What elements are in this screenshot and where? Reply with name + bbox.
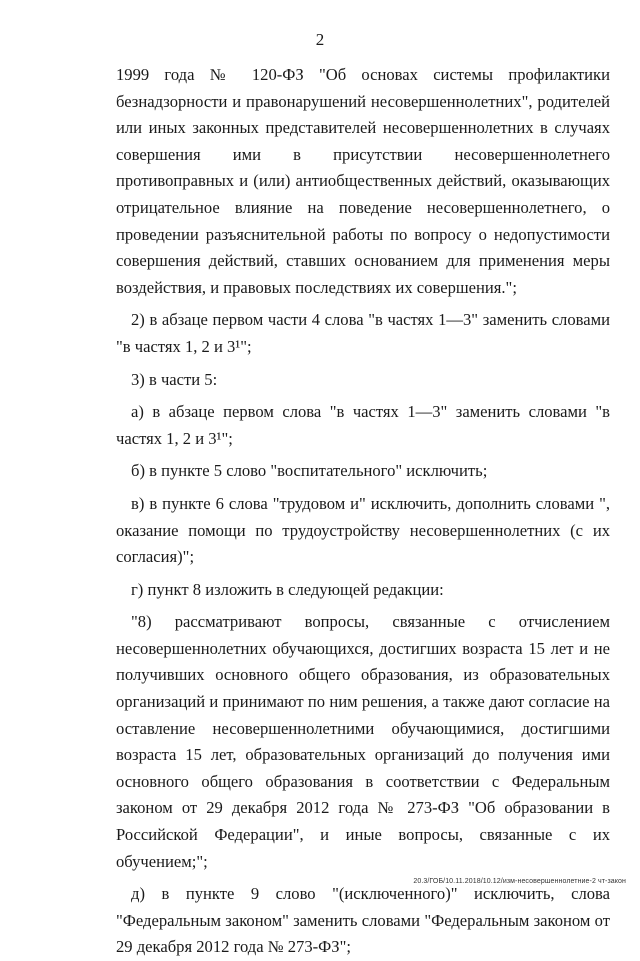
paragraph-subitem-g: г) пункт 8 изложить в следующей редакции:: [131, 579, 444, 599]
paragraph-item-3: 3) в части 5:: [131, 369, 218, 389]
document-body: [116, 62, 610, 961]
paragraph-subitem-a: а) в абзаце первом слова "в частях 1—3" заменить словами "в частях 1, 2 и 3¹";: [116, 402, 610, 448]
paragraph-subitem-d: д) в пункте 9 слово "(исключенного)" исключить, слова "Федеральным законом" заменить словами "Федеральным законом от 29 декабря 2012 года № 273-ФЗ";: [116, 884, 610, 957]
paragraph-quoted-item-8: "8) рассматривают вопросы, связанные с отчислением несовершеннолетних обучающихся, достигших возраста 15 лет и не получивших основного общего образования, из образовательных организаций и принимают по ним решения, а также дают согласие на оставление несовершеннолетними обучающимися, достигшими возраста 15 лет, образовательных организаций до получения ими основного общего образования в соответствии с Федеральным законом от 29 декабря 2012 года № 273-ФЗ "Об образовании в Российской Федерации", и иные вопросы, связанные с их обучением;";: [116, 612, 610, 871]
page-number: 2: [315, 30, 325, 49]
paragraph-item-2: 2) в абзаце первом части 4 слова "в частях 1—3" заменить словами "в частях 1, 2 и 3¹";: [116, 310, 610, 356]
paragraph-continuation: 1999 года № 120-ФЗ "Об основах системы профилактики безнадзорности и правонарушений несовершеннолетних", родителей или иных законных представителей несовершеннолетних в случаях совершения ими в присутствии несовершеннолетнего противоправных и (или) антиобщественных действий, оказывающих отрицательное влияние на поведение несовершеннолетнего, о проведении разъяснительной работы по вопросу о недопустимости совершения действий, ставших основанием для применения меры воздействия, и правовых последствиях их совершения.";: [116, 65, 610, 297]
footer-document-code: 20.3/ГОБ/10.11.2018/10.12/изм-несовершеннолетние-2 чт-закон: [413, 878, 626, 885]
paragraph-subitem-v: в) в пункте 6 слова "трудовом и" исключить, дополнить словами ", оказание помощи по трудоустройству несовершеннолетних (с их согласия)";: [116, 493, 610, 567]
paragraph-subitem-b: б) в пункте 5 слово "воспитательного" исключить;: [131, 461, 488, 481]
